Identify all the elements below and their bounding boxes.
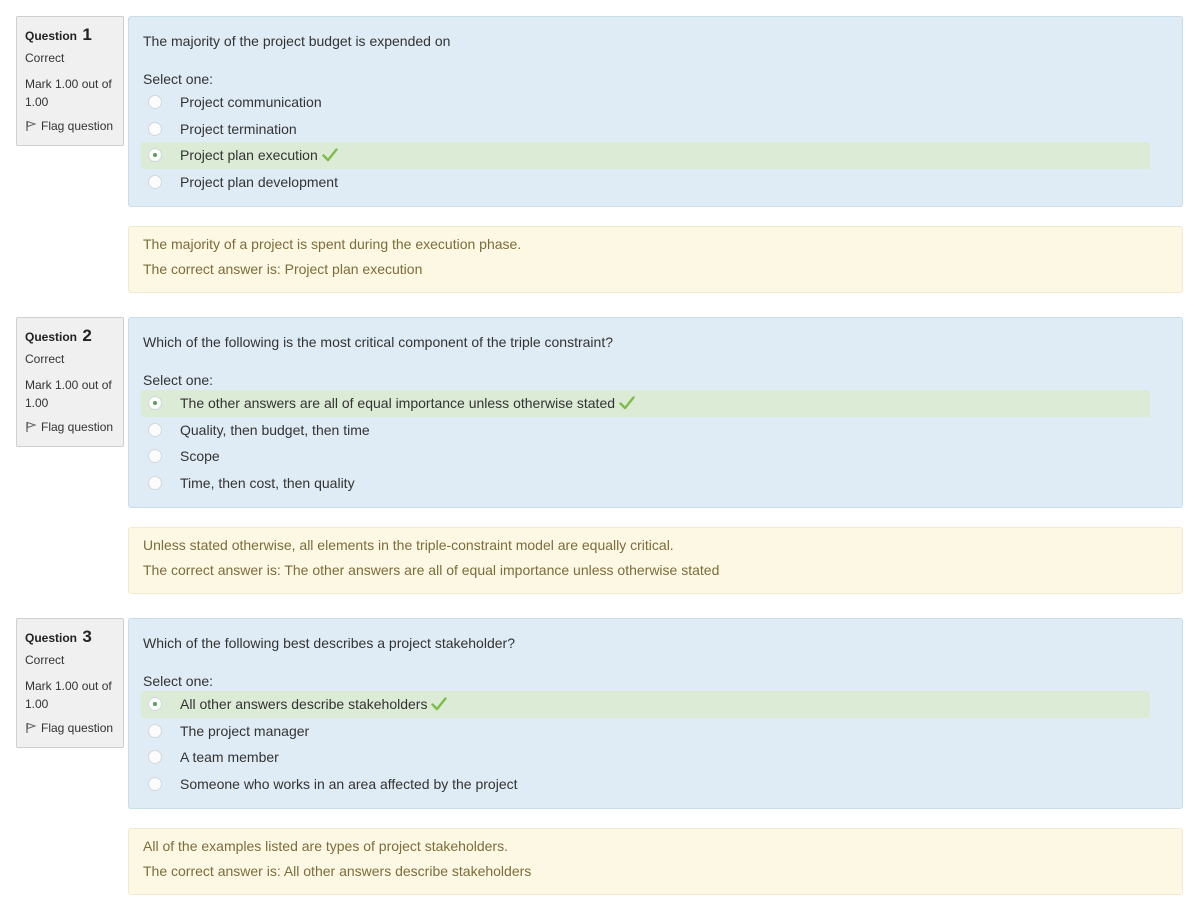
answer-option[interactable]: Quality, then budget, then time [141,417,1150,444]
question-text: Which of the following best describes a project stakeholder? [143,635,515,651]
answer-option-correct[interactable]: Project plan execution [141,142,1150,169]
feedback-box [128,828,1183,895]
answer-option[interactable]: Time, then cost, then quality [141,470,1150,497]
question-number: Question 2 [25,326,92,345]
question-info [16,317,124,447]
answer-option[interactable]: Project termination [141,116,1150,143]
checkmark-icon [619,396,635,410]
question-grade: Mark 1.00 out of 1.00 [25,77,112,109]
flag-question-link[interactable]: Flag question [25,119,115,133]
answer-option[interactable]: Project communication [141,89,1150,116]
flag-icon [25,120,37,132]
radio-button-selected[interactable] [148,396,162,410]
feedback-box [128,226,1183,293]
question-info [16,16,124,146]
question-state: Correct [25,653,65,667]
radio-button[interactable] [148,449,162,463]
right-answer: The correct answer is: Project plan execution [143,261,423,277]
answer-option[interactable]: A team member [141,744,1150,771]
question-text: The majority of the project budget is expended on [143,33,451,49]
radio-button[interactable] [148,122,162,136]
answer-list [141,390,1150,496]
question-state: Correct [25,51,65,65]
general-feedback: The majority of a project is spent during the execution phase. [143,236,522,252]
flag-icon [25,722,37,734]
feedback-box [128,527,1183,594]
checkmark-icon [322,148,338,162]
question-number: Question 1 [25,25,92,44]
question-formulation [128,317,1183,508]
select-one-prompt: Select one: [143,673,214,689]
flag-icon [25,421,37,433]
right-answer: The correct answer is: All other answers describe stakeholders [143,863,532,879]
answer-option[interactable]: Scope [141,443,1150,470]
question-formulation [128,618,1183,809]
select-one-prompt: Select one: [143,372,214,388]
checkmark-icon [431,697,447,711]
answer-option[interactable]: The project manager [141,718,1150,745]
radio-button[interactable] [148,724,162,738]
select-one-prompt: Select one: [143,71,214,87]
radio-button[interactable] [148,95,162,109]
radio-button[interactable] [148,750,162,764]
radio-button[interactable] [148,476,162,490]
general-feedback: Unless stated otherwise, all elements in the triple-constraint model are equally critical. [143,537,674,553]
radio-button-selected[interactable] [148,148,162,162]
radio-button[interactable] [148,175,162,189]
radio-button[interactable] [148,777,162,791]
radio-button-selected[interactable] [148,697,162,711]
answer-option[interactable]: Project plan development [141,169,1150,196]
answer-option-correct[interactable]: All other answers describe stakeholders [141,691,1150,718]
answer-list [141,691,1150,797]
answer-option-correct[interactable]: The other answers are all of equal importance unless otherwise stated [141,390,1150,417]
question-state: Correct [25,352,65,366]
question-grade: Mark 1.00 out of 1.00 [25,679,112,711]
right-answer: The correct answer is: The other answers are all of equal importance unless otherwise stated [143,562,720,578]
question-info [16,618,124,748]
question-number: Question 3 [25,627,92,646]
question-text: Which of the following is the most critical component of the triple constraint? [143,334,613,350]
flag-question-link[interactable]: Flag question [25,721,115,735]
question-grade: Mark 1.00 out of 1.00 [25,378,112,410]
answer-list [141,89,1150,195]
general-feedback: All of the examples listed are types of project stakeholders. [143,838,508,854]
question-formulation [128,16,1183,207]
answer-option[interactable]: Someone who works in an area affected by the project [141,771,1150,798]
radio-button[interactable] [148,423,162,437]
flag-question-link[interactable]: Flag question [25,420,115,434]
